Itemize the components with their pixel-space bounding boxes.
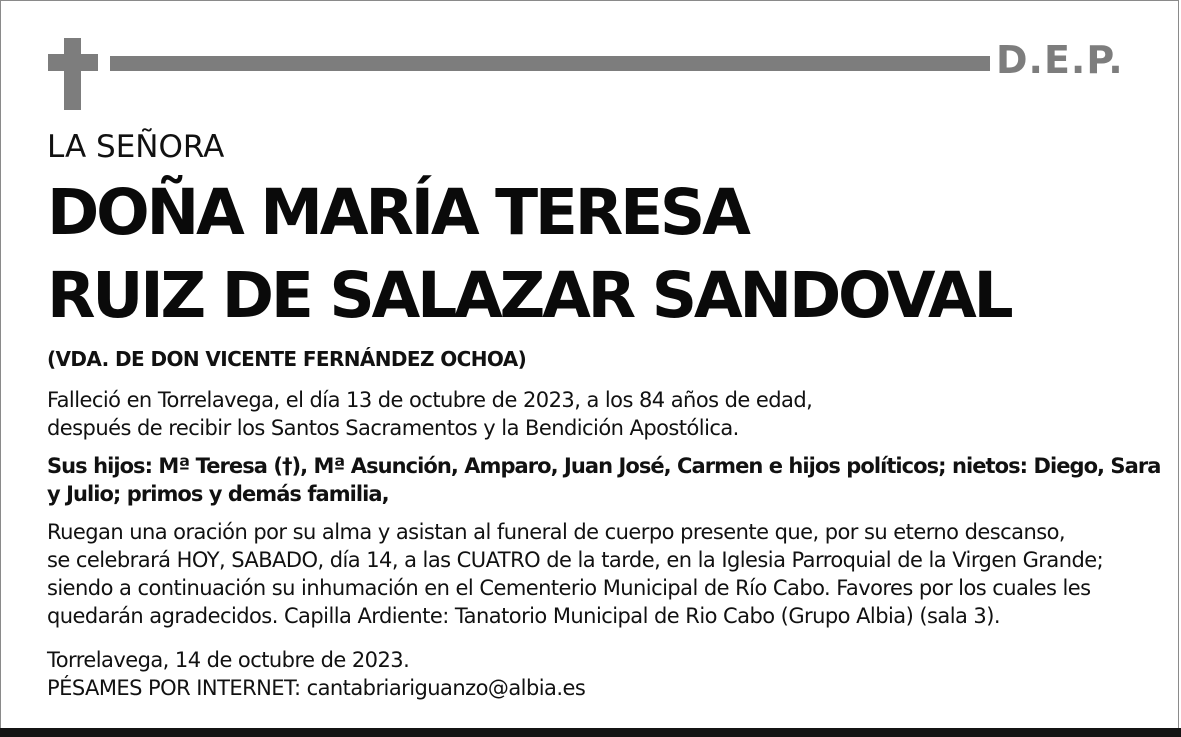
salutation: LA SEÑORA bbox=[47, 129, 225, 165]
place-date: Torrelavega, 14 de octubre de 2023. bbox=[47, 648, 410, 672]
family-list-line: y Julio; primos y demás familia, bbox=[47, 482, 389, 506]
funeral-details-line: quedarán agradecidos. Capilla Ardiente: Tanatorio Municipal de Rio Cabo (Grupo Albia) (sala 3). bbox=[47, 604, 1001, 628]
cross-vertical-bar bbox=[64, 38, 81, 110]
deceased-name-line-2: RUIZ DE SALAZAR SANDOVAL bbox=[47, 259, 1011, 332]
family-list bbox=[47, 452, 1161, 508]
dep-label: D.E.P. bbox=[996, 38, 1124, 82]
funeral-details bbox=[47, 518, 1147, 630]
cross-icon bbox=[48, 38, 98, 110]
family-list-line: Sus hijos: Mª Teresa (†), Mª Asunción, Amparo, Juan José, Carmen e hijos políticos; nietos: Diego, Sara bbox=[47, 454, 1161, 478]
death-notice bbox=[47, 386, 1147, 442]
footer bbox=[47, 646, 1147, 702]
cross-horizontal-bar bbox=[48, 54, 98, 71]
funeral-details-line: siendo a continuación su inhumación en el Cementerio Municipal de Río Cabo. Favores por los cuales les bbox=[47, 576, 1091, 600]
funeral-details-line: Ruegan una oración por su alma y asistan al funeral de cuerpo presente que, por su eterno descanso, bbox=[47, 520, 1066, 544]
header-rule bbox=[110, 56, 990, 71]
death-notice-line: Falleció en Torrelavega, el día 13 de octubre de 2023, a los 84 años de edad, bbox=[47, 388, 813, 412]
funeral-details-line: se celebrará HOY, SABADO, día 14, a las CUATRO de la tarde, en la Iglesia Parroquial de la Virgen Grande; bbox=[47, 548, 1104, 572]
bottom-border bbox=[0, 728, 1181, 737]
widow-of: (VDA. DE DON VICENTE FERNÁNDEZ OCHOA) bbox=[47, 347, 527, 371]
deceased-name-line-1: DOÑA MARÍA TERESA bbox=[47, 176, 748, 249]
death-notice-line: después de recibir los Santos Sacramentos y la Bendición Apostólica. bbox=[47, 416, 739, 440]
condolences-email: PÉSAMES POR INTERNET: cantabriariguanzo@albia.es bbox=[47, 676, 586, 700]
